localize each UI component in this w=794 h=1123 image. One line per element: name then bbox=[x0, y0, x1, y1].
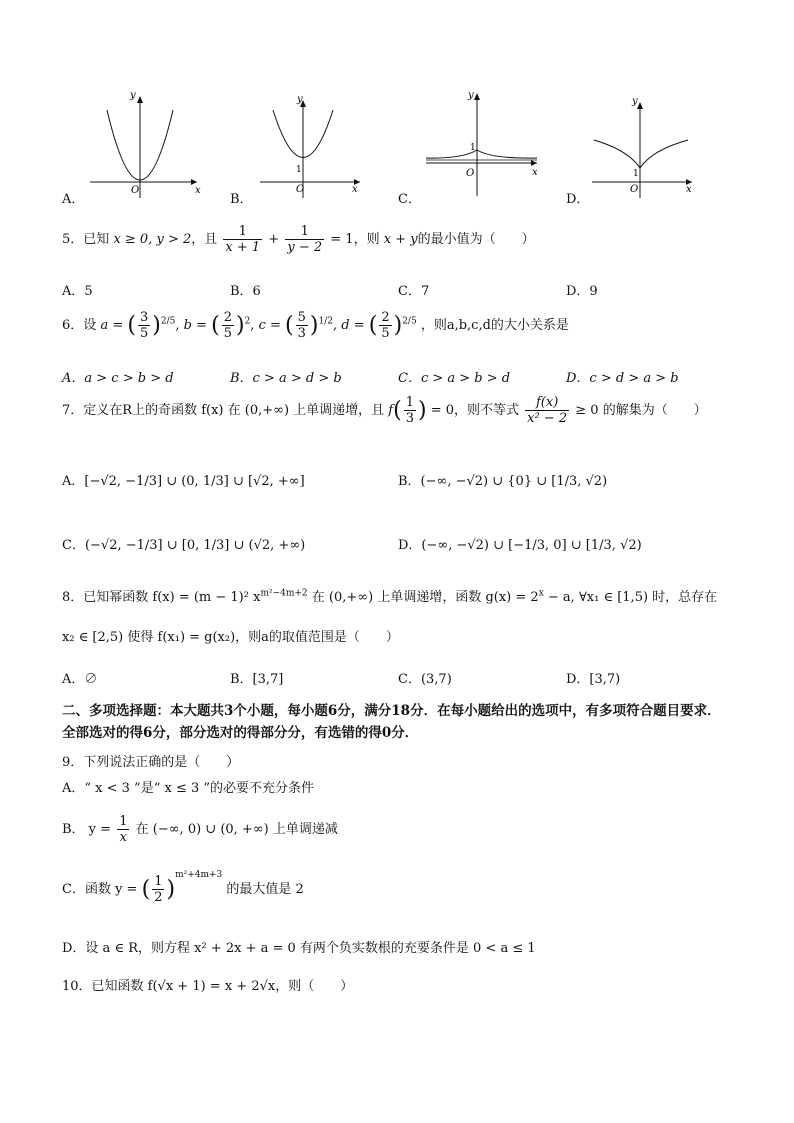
origin-label: O bbox=[466, 168, 475, 179]
graph-b-label[interactable]: B． bbox=[230, 192, 253, 207]
origin-label: O bbox=[630, 184, 639, 195]
q7-option-d[interactable]: D．(−∞, −√2) ∪ [−1/3, 0] ∪ [1/3, √2) bbox=[398, 538, 642, 553]
question-5: 5．已知 x ≥ 0, y > 2，且 $\frac{1}{x + 1}$ + $\frac{1}{y - 2}$ = 1，则 x + y的最小值为（ ） bbox=[62, 224, 535, 255]
axis-x-label: x bbox=[352, 184, 358, 195]
graph-b bbox=[255, 90, 385, 200]
one-label: 1 bbox=[633, 169, 639, 179]
axis-x-label: x bbox=[532, 167, 538, 178]
q6-option-c[interactable]: C．c > a > b > d bbox=[398, 371, 511, 386]
question-7: 7．定义在R上的奇函数 f(x) 在 (0,+∞) 上单调递增，且 f( $\frac{1}{3}$ ) = 0，则不等式 $\frac{f(x)}{\text{x² − 2}}$ ≥ 0 的解集为（ ） bbox=[62, 395, 707, 426]
q9-option-a[interactable]: A．“ x < 3 ”是“ x ≤ 3 ”的必要不充分条件 bbox=[62, 781, 315, 796]
q5-option-b[interactable]: B．6 bbox=[230, 284, 261, 299]
q9-option-c[interactable]: C．函数 y = ( $\frac{1}{2}$ )$^{m^2+4m+3}$ 的最大值是 2 bbox=[62, 870, 304, 905]
q7-inequality-fraction: $\frac{f(x)}{\text{x² − 2}}$ bbox=[527, 395, 568, 426]
q9-option-d[interactable]: D．设 a ∈ R，则方程 x² + 2x + a = 0 有两个负实数根的充要条件是 0 < a ≤ 1 bbox=[62, 941, 536, 956]
q5-option-a[interactable]: A．5 bbox=[62, 284, 93, 299]
q7-option-b[interactable]: B．(−∞, −√2) ∪ {0} ∪ [1/3, √2) bbox=[398, 474, 608, 489]
q8-option-a[interactable]: A．∅ bbox=[62, 672, 98, 687]
graph-a-label[interactable]: A． bbox=[62, 192, 85, 207]
graph-c bbox=[422, 88, 552, 198]
q9-option-b[interactable]: B． y = $\frac{1}{x}$ 在 (−∞, 0) ∪ (0, +∞) 上单调递减 bbox=[62, 814, 338, 845]
q6-option-a[interactable]: A．a > c > b > d bbox=[62, 371, 174, 386]
q5-option-c[interactable]: C．7 bbox=[398, 284, 430, 299]
graph-c-label[interactable]: C． bbox=[398, 192, 421, 207]
question-8-line-1: 8．已知幂函数 f(x) = (m − 1)² $x^{m^2-4m+2}$ 在 (0,+∞) 上单调递增，函数 $g(x) = 2^x - a$, ∀x₁ ∈ [1,5) 时，总存在 bbox=[62, 588, 718, 605]
origin-label: O bbox=[131, 185, 140, 196]
axis-y-label: y bbox=[297, 94, 303, 105]
q6-option-d[interactable]: D．c > d > a > b bbox=[566, 371, 679, 386]
q8-option-b[interactable]: B．[3,7] bbox=[230, 672, 284, 687]
axis-y-label: y bbox=[468, 90, 474, 101]
question-10: 10．已知函数 f(√x + 1) = x + 2√x，则（ ） bbox=[62, 979, 354, 994]
origin-label: O bbox=[296, 184, 305, 195]
graph-a bbox=[85, 90, 215, 200]
q5-fraction-2: $\frac{1}{y - 2}$ bbox=[287, 224, 323, 255]
axis-x-label: x bbox=[686, 184, 692, 195]
q5-number: 5． bbox=[62, 232, 84, 247]
q5-fraction-1: $\frac{1}{x + 1}$ bbox=[225, 224, 261, 255]
one-label: 1 bbox=[296, 165, 302, 175]
q7-option-c[interactable]: C．(−√2, −1/3] ∪ [0, 1/3] ∪ (√2, +∞) bbox=[62, 538, 306, 553]
axis-y-label: y bbox=[130, 90, 136, 101]
one-label: 1 bbox=[470, 143, 476, 153]
graph-d-label[interactable]: D． bbox=[566, 192, 590, 207]
question-9: 9．下列说法正确的是（ ） bbox=[62, 755, 240, 770]
question-6: 6．设 a = ( $\frac{3}{5}$ )$^{2/5}$, b = ( $\frac{2}{5}$ )$^2$, c = ( $\frac{5}{3}$ )$^{1/2}$, d = ( $\frac{2}{5}$ )$^{2/5}$ ，则a,b,c,d的大小关系是 bbox=[62, 310, 569, 341]
question-8-line-2: x₂ ∈ [2,5) 使得 f(x₁) = g(x₂)，则a的取值范围是（ ） bbox=[62, 630, 399, 645]
graph-d bbox=[588, 90, 718, 200]
q8-option-c[interactable]: C．(3,7) bbox=[398, 672, 452, 687]
q5-option-d[interactable]: D．9 bbox=[566, 284, 598, 299]
axis-y-label: y bbox=[632, 96, 638, 107]
section-2-title: 二、多项选择题：本大题共3个小题，每小题6分，满分18分．在每小题给出的选项中，有多项符合题目要求．全部选对的得6分，部分选对的得部分分，有选错的得0分． bbox=[62, 703, 721, 741]
q7-option-a[interactable]: A．[−√2, −1/3] ∪ (0, 1/3] ∪ [√2, +∞] bbox=[62, 474, 305, 489]
q8-option-d[interactable]: D．[3,7) bbox=[566, 672, 621, 687]
axis-x-label: x bbox=[195, 185, 201, 196]
q6-option-b[interactable]: B．c > a > d > b bbox=[230, 371, 342, 386]
